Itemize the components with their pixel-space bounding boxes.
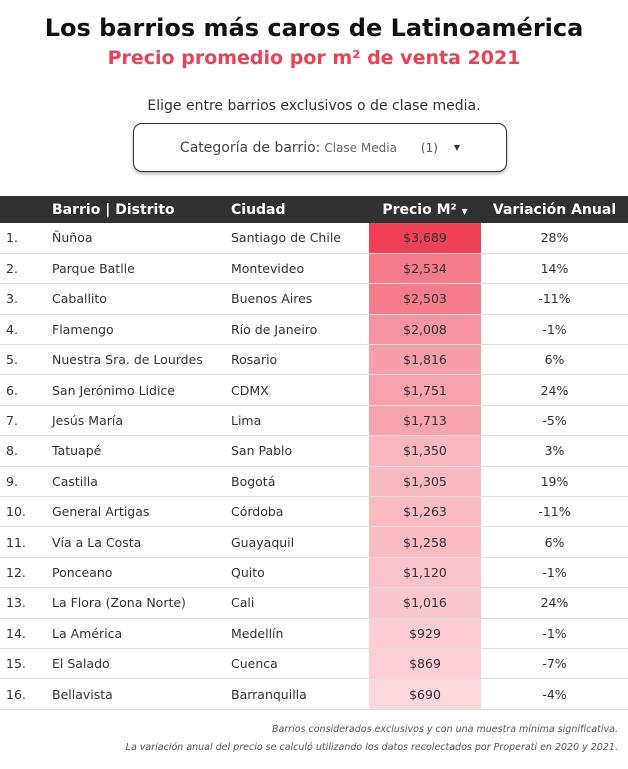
cell-variacion: 28%	[481, 223, 628, 253]
dropdown-count: (1)	[420, 140, 438, 155]
table-row	[0, 405, 628, 435]
cell-rank: 16.	[0, 679, 52, 709]
cell-variacion: 24%	[481, 588, 628, 618]
cell-rank: 8.	[0, 436, 52, 466]
cell-barrio: Jesús María	[52, 405, 231, 435]
header-rank	[0, 196, 52, 223]
header-precio-label: Precio M²	[382, 201, 457, 218]
cell-ciudad: Montevideo	[231, 253, 369, 283]
cell-precio: $1,816	[369, 345, 481, 375]
cell-ciudad: Quito	[231, 557, 369, 587]
cell-rank: 12.	[0, 557, 52, 587]
cell-ciudad: San Pablo	[231, 436, 369, 466]
cell-ciudad: Cuenca	[231, 648, 369, 678]
cell-precio: $929	[369, 618, 481, 648]
cell-ciudad: Buenos Aires	[231, 284, 369, 314]
cell-ciudad: Rosario	[231, 345, 369, 375]
cell-rank: 14.	[0, 618, 52, 648]
cell-variacion: 19%	[481, 466, 628, 496]
cell-precio: $869	[369, 648, 481, 678]
cell-barrio: Tatuapé	[52, 436, 231, 466]
cell-barrio: San Jerónimo Lidice	[52, 375, 231, 405]
cell-precio: $1,120	[369, 557, 481, 587]
cell-barrio: Castilla	[52, 466, 231, 496]
table-row	[0, 314, 628, 344]
cell-variacion: 14%	[481, 253, 628, 283]
cell-barrio: La Flora (Zona Norte)	[52, 588, 231, 618]
cell-variacion: -7%	[481, 648, 628, 678]
table-row	[0, 436, 628, 466]
cell-rank: 11.	[0, 527, 52, 557]
table-row	[0, 466, 628, 496]
cell-variacion: 6%	[481, 345, 628, 375]
dropdown-label: Categoría de barrio:	[179, 139, 321, 156]
table-row	[0, 223, 628, 253]
cell-precio: $2,503	[369, 284, 481, 314]
cell-ciudad: Lima	[231, 405, 369, 435]
cell-rank: 13.	[0, 588, 52, 618]
cell-variacion: -4%	[481, 679, 628, 709]
cell-barrio: General Artigas	[52, 497, 231, 527]
cell-barrio: Nuestra Sra. de Lourdes	[52, 345, 231, 375]
cell-precio: $1,263	[369, 497, 481, 527]
cell-rank: 7.	[0, 405, 52, 435]
table-row	[0, 648, 628, 678]
cell-ciudad: Córdoba	[231, 497, 369, 527]
cell-rank: 5.	[0, 345, 52, 375]
cell-precio: $2,008	[369, 314, 481, 344]
cell-variacion: -1%	[481, 314, 628, 344]
cell-variacion: 24%	[481, 375, 628, 405]
cell-precio: $1,713	[369, 405, 481, 435]
cell-barrio: Caballito	[52, 284, 231, 314]
table-row	[0, 527, 628, 557]
table-row	[0, 253, 628, 283]
cell-barrio: Bellavista	[52, 679, 231, 709]
cell-rank: 9.	[0, 466, 52, 496]
cell-ciudad: Medellín	[231, 618, 369, 648]
table-row	[0, 588, 628, 618]
header-barrio[interactable]: Barrio | Distrito	[52, 196, 231, 223]
table-row	[0, 375, 628, 405]
cell-rank: 3.	[0, 284, 52, 314]
cell-ciudad: Santiago de Chile	[231, 223, 369, 253]
cell-rank: 10.	[0, 497, 52, 527]
page-title: Los barrios más caros de Latinoamérica	[44, 14, 584, 42]
cell-ciudad: Barranquilla	[231, 679, 369, 709]
table-row	[0, 345, 628, 375]
cell-rank: 6.	[0, 375, 52, 405]
cell-barrio: Flamengo	[52, 314, 231, 344]
cell-rank: 1.	[0, 223, 52, 253]
cell-rank: 4.	[0, 314, 52, 344]
cell-variacion: 3%	[481, 436, 628, 466]
cell-variacion: -11%	[481, 284, 628, 314]
cell-variacion: -11%	[481, 497, 628, 527]
sort-caret-down-icon: ▼	[461, 206, 468, 216]
dropdown-value: Clase Media	[324, 140, 397, 155]
footnote-2: La variación anual del precio se calculó utilizando los datos recolectados por Properati en 2020 y 2021.	[125, 742, 618, 753]
table-row	[0, 618, 628, 648]
caret-down-icon: ▼	[453, 143, 461, 152]
filter-prompt: Elige entre barrios exclusivos o de clase media.	[147, 98, 481, 114]
cell-barrio: El Salado	[52, 648, 231, 678]
cell-barrio: Parque Batlle	[52, 253, 231, 283]
cell-precio: $1,016	[369, 588, 481, 618]
cell-precio: $1,751	[369, 375, 481, 405]
cell-precio: $1,305	[369, 466, 481, 496]
header-variacion[interactable]: Variación Anual	[481, 196, 628, 223]
table-row	[0, 284, 628, 314]
cell-variacion: -1%	[481, 557, 628, 587]
barrios-table	[0, 196, 628, 710]
cell-rank: 2.	[0, 253, 52, 283]
cell-precio: $3,689	[369, 223, 481, 253]
cell-ciudad: Bogotá	[231, 466, 369, 496]
footnote-1: Barrios considerados exclusivos y con una muestra mínima significativa.	[271, 724, 618, 735]
cell-rank: 15.	[0, 648, 52, 678]
cell-barrio: La América	[52, 618, 231, 648]
header-ciudad[interactable]: Ciudad	[231, 196, 369, 223]
table-row	[0, 497, 628, 527]
category-dropdown[interactable]	[133, 123, 507, 172]
cell-precio: $690	[369, 679, 481, 709]
cell-precio: $1,258	[369, 527, 481, 557]
cell-barrio: Vía a La Costa	[52, 527, 231, 557]
cell-variacion: -5%	[481, 405, 628, 435]
cell-barrio: Ponceano	[52, 557, 231, 587]
table-row	[0, 679, 628, 709]
cell-precio: $1,350	[369, 436, 481, 466]
cell-variacion: -1%	[481, 618, 628, 648]
cell-barrio: Ñuñoa	[52, 223, 231, 253]
cell-ciudad: Río de Janeiro	[231, 314, 369, 344]
table-row	[0, 557, 628, 587]
cell-ciudad: CDMX	[231, 375, 369, 405]
page-subtitle: Precio promedio por m² de venta 2021	[107, 47, 521, 69]
cell-ciudad: Guayaquil	[231, 527, 369, 557]
cell-precio: $2,534	[369, 253, 481, 283]
cell-ciudad: Cali	[231, 588, 369, 618]
cell-variacion: 6%	[481, 527, 628, 557]
header-precio[interactable]	[369, 196, 481, 223]
